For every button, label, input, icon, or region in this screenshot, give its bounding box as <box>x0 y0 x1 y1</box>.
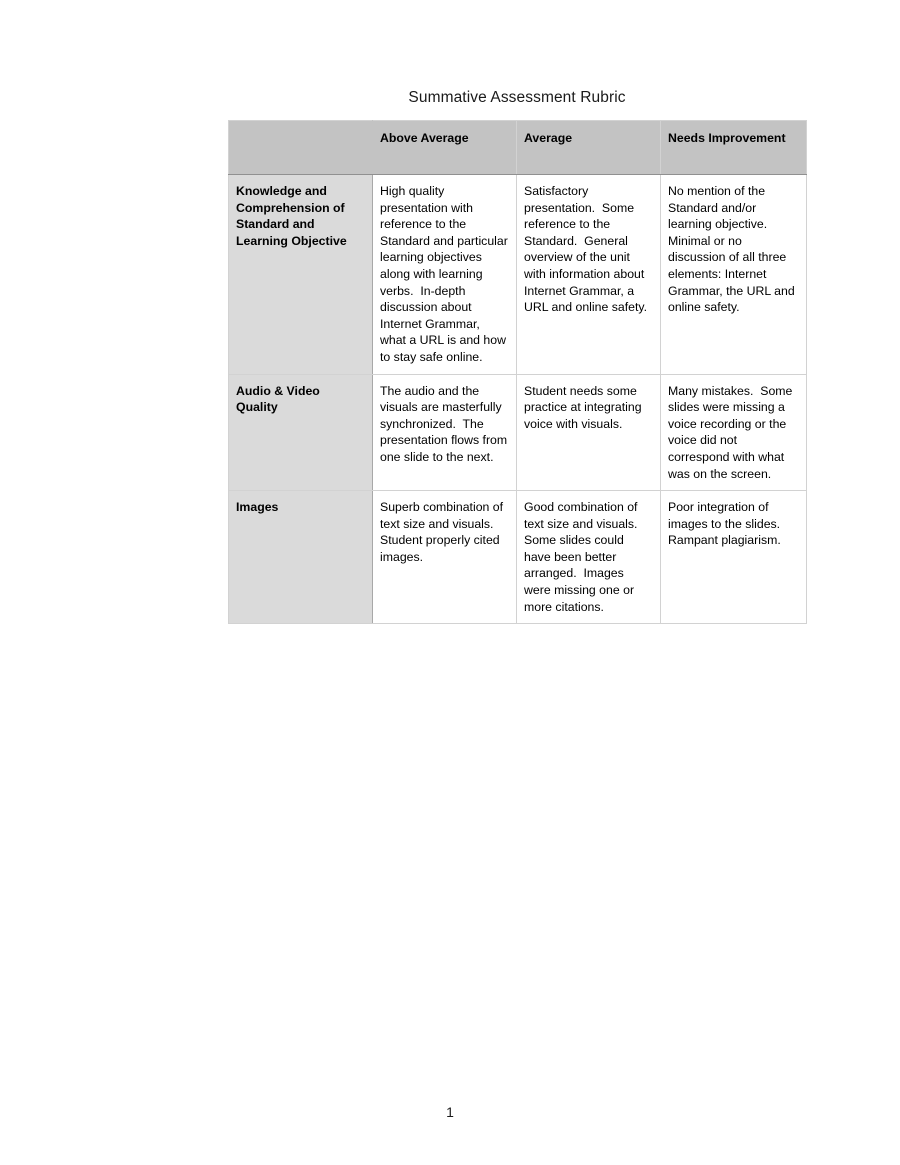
table-body <box>229 175 807 624</box>
cell-knowledge-above-average: High quality presentation with reference to the Standard and particular learning objectives along with learning verbs. In-depth discussion about Internet Grammar, what a URL is and how to stay safe online. <box>373 175 517 375</box>
header-cell-corner <box>229 121 373 175</box>
cell-audio-video-needs-improvement: Many mistakes. Some slides were missing a voice recording or the voice did not correspond with what was on the screen. <box>661 374 807 491</box>
rubric-table <box>228 120 807 624</box>
cell-knowledge-average: Satisfactory presentation. Some reference to the Standard. General overview of the unit with information about Internet Grammar, a URL and online safety. <box>517 175 661 375</box>
cell-images-above-average: Superb combination of text size and visuals. Student properly cited images. <box>373 491 517 624</box>
table-row <box>229 374 807 491</box>
table-row <box>229 491 807 624</box>
header-cell-above-average: Above Average <box>373 121 517 175</box>
cell-audio-video-above-average: The audio and the visuals are masterfully synchronized. The presentation flows from one slide to the next. <box>373 374 517 491</box>
header-cell-needs-improvement: Needs Improvement <box>661 121 807 175</box>
table-row <box>229 175 807 375</box>
cell-images-needs-improvement: Poor integration of images to the slides. Rampant plagiarism. <box>661 491 807 624</box>
cell-images-average: Good combination of text size and visuals. Some slides could have been better arranged. Images were missing one or more citations. <box>517 491 661 624</box>
table-header <box>229 121 807 175</box>
criterion-label-images: Images <box>229 491 373 624</box>
criterion-label-audio-video-quality: Audio & Video Quality <box>229 374 373 491</box>
page-title: Summative Assessment Rubric <box>408 89 626 106</box>
cell-knowledge-needs-improvement: No mention of the Standard and/or learning objective. Minimal or no discussion of all three elements: Internet Grammar, the URL and online safety. <box>661 175 807 375</box>
cell-audio-video-average: Student needs some practice at integrating voice with visuals. <box>517 374 661 491</box>
criterion-label-knowledge-comprehension: Knowledge and Comprehension of Standard and Learning Objective <box>229 175 373 375</box>
page-number: 1 <box>446 1104 454 1120</box>
table-header-row <box>229 121 807 175</box>
header-cell-average: Average <box>517 121 661 175</box>
